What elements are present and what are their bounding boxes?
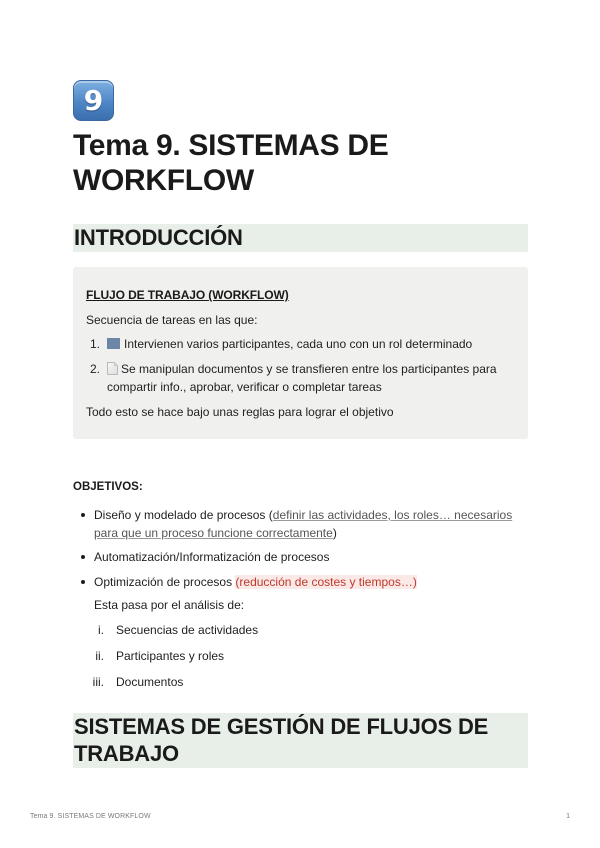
callout-intro: Secuencia de tareas en las que:: [86, 313, 258, 327]
callout-heading: FLUJO DE TRABAJO (WORKFLOW): [86, 288, 289, 302]
highlighted-text: (reducción de costes y tiempos…): [235, 575, 417, 589]
roman-number: i.: [98, 623, 104, 637]
keycap-glyph: 9: [83, 83, 104, 117]
roman-number: ii.: [95, 649, 104, 663]
keycap-nine-icon: [73, 80, 114, 121]
list-number: 2.: [90, 362, 101, 376]
page-number: 1: [566, 813, 570, 820]
section-heading-sistemas-gestion: SISTEMAS DE GESTIÓN DE FLUJOS DE TRABAJO: [73, 713, 528, 768]
callout-outro: Todo esto se hace bajo unas reglas para lograr el objetivo: [86, 405, 394, 419]
bullet-dot: [81, 555, 85, 559]
list-item-text: Optimización de procesos: [94, 575, 236, 589]
bullet-dot: [81, 580, 85, 584]
list-item-text: Se manipulan documentos y se transfieren entre los participantes para compartir info., aprobar, verificar o completar tareas: [107, 362, 497, 394]
people-icon: [107, 338, 121, 349]
section-heading-introduccion: INTRODUCCIÓN: [73, 224, 528, 252]
list-item-text: Automatización/Informatización de procesos: [94, 550, 330, 564]
objetivos-label: OBJETIVOS:: [73, 481, 143, 493]
footer-title: Tema 9. SISTEMAS DE WORKFLOW: [30, 813, 151, 820]
roman-number: iii.: [92, 675, 104, 689]
list-item-text-suffix: ): [332, 526, 337, 540]
document-icon: [107, 362, 118, 375]
sub-paragraph: Esta pasa por el análisis de:: [94, 598, 245, 612]
inline-link[interactable]: definir las actividades, los roles… necesarios para que un proceso funcione correctamente: [94, 508, 513, 540]
roman-item-text: Participantes y roles: [116, 649, 225, 663]
list-number: 1.: [90, 337, 101, 351]
callout-box: [73, 267, 528, 439]
bullet-dot: [81, 513, 85, 517]
page-title: Tema 9. SISTEMAS DE WORKFLOW: [73, 129, 389, 197]
list-item-text: Diseño y modelado de procesos (: [94, 508, 273, 522]
roman-item-text: Documentos: [116, 675, 184, 689]
list-item-text: Intervienen varios participantes, cada uno con un rol determinado: [124, 337, 473, 351]
roman-item-text: Secuencias de actividades: [116, 623, 259, 637]
